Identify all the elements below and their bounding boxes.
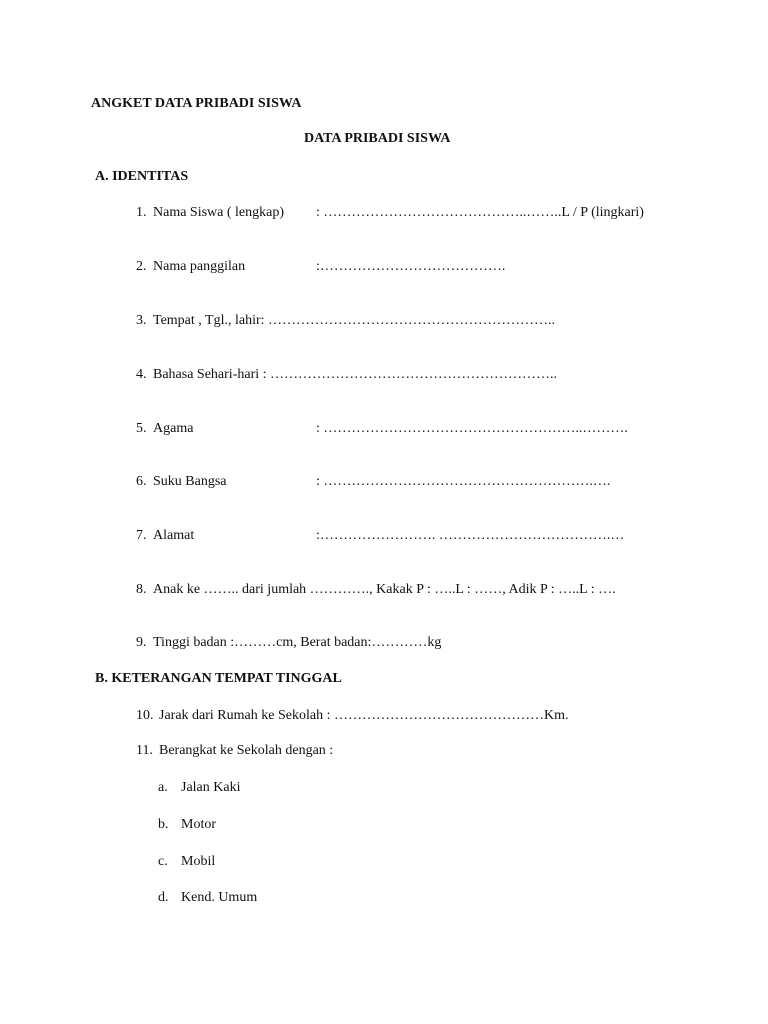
item-fill-line[interactable]: : ………………………………………………..………. [316, 421, 628, 436]
option-label: Kend. Umum [181, 890, 258, 905]
option-label: Mobil [181, 854, 216, 869]
item-label: Nama Siswa ( lengkap) [153, 205, 285, 220]
item-number: 7. [136, 528, 147, 543]
item-number: 3. [136, 313, 147, 328]
item-label[interactable]: Tinggi badan :………cm, Berat badan:…………kg [153, 635, 442, 650]
item-number: 9. [136, 635, 147, 650]
item-label: Alamat [153, 528, 195, 543]
item-fill-line[interactable]: : ………………………………………………….…. [316, 474, 611, 489]
item-fill-line[interactable]: :…………………………………. [316, 259, 506, 274]
item-number: 10. [136, 708, 154, 723]
item-fill-line[interactable]: : ……………………………………..……..L / P (lingkari) [316, 205, 644, 220]
option-letter: a. [158, 780, 168, 795]
item-number: 5. [136, 421, 147, 436]
option-letter: c. [158, 854, 168, 869]
option-letter: d. [158, 890, 169, 905]
item-label: Agama [153, 421, 194, 436]
item-label[interactable]: Tempat , Tgl., lahir: …………………………………………………….. [153, 313, 556, 328]
section-a-heading: A. IDENTITAS [95, 169, 189, 184]
item-fill-line[interactable]: :……………………. ……………………………….… [316, 528, 625, 543]
item-label[interactable]: Jarak dari Rumah ke Sekolah : ………………………………………Km. [159, 708, 569, 723]
item-number: 6. [136, 474, 147, 489]
section-b-heading: B. KETERANGAN TEMPAT TINGGAL [95, 671, 342, 686]
option-letter: b. [158, 817, 169, 832]
item-label: Berangkat ke Sekolah dengan : [159, 743, 334, 758]
item-label: Suku Bangsa [153, 474, 227, 489]
option-label: Motor [181, 817, 216, 832]
item-number: 11. [136, 743, 153, 758]
item-number: 1. [136, 205, 147, 220]
page-title: DATA PRIBADI SISWA [304, 131, 451, 146]
item-number: 8. [136, 582, 147, 597]
option-label: Jalan Kaki [181, 780, 241, 795]
item-number: 4. [136, 367, 147, 382]
item-number: 2. [136, 259, 147, 274]
item-label[interactable]: Anak ke …….. dari jumlah …………., Kakak P : …..L : ……, Adik P : …..L : …. [153, 582, 616, 597]
item-label: Nama panggilan [153, 259, 246, 274]
item-label[interactable]: Bahasa Sehari-hari : …………………………………………………….. [153, 367, 558, 382]
document-title: ANGKET DATA PRIBADI SISWA [91, 96, 302, 111]
